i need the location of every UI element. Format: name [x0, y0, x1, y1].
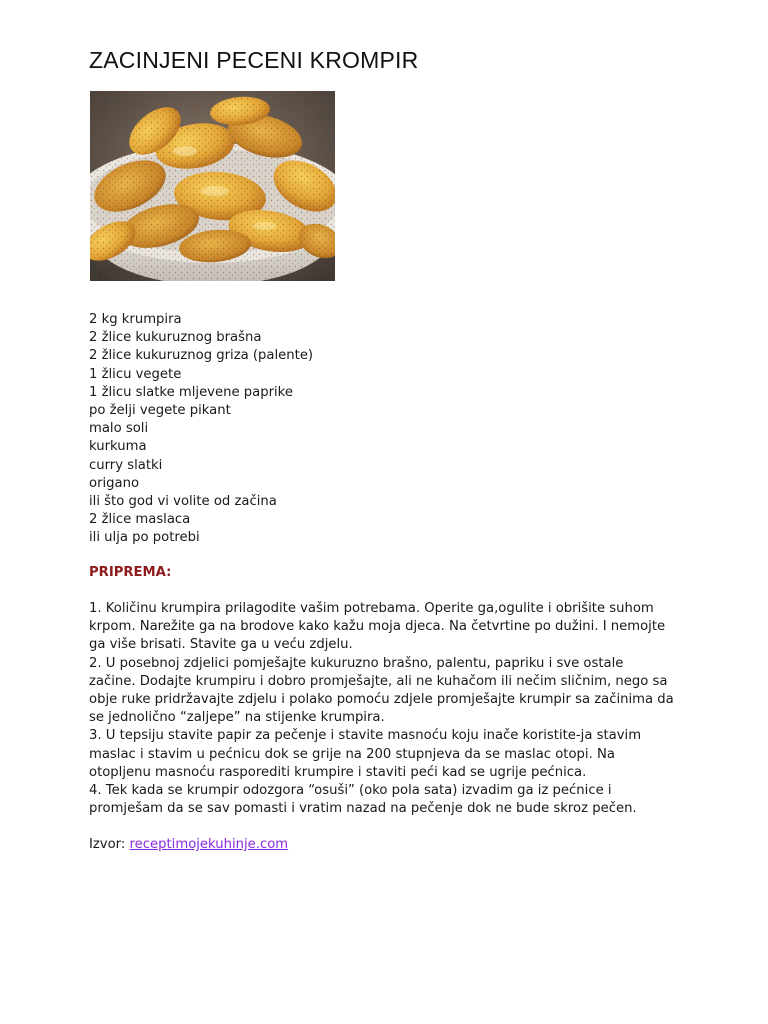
- ingredients-list: [89, 311, 313, 548]
- ingredient-item: 1 žlicu vegete: [89, 366, 182, 382]
- ingredient-item: origano: [89, 475, 140, 491]
- method-heading: PRIPREMA:: [89, 565, 172, 580]
- source-label: Izvor:: [89, 837, 126, 852]
- recipe-title: ZACINJENI PECENI KROMPIR: [89, 47, 419, 73]
- method-line: maslac i stavim u pećnicu dok se grije na 200 stupnjeva da se maslac otopi. Na: [89, 746, 615, 762]
- method-line: 2. U posebnoj zdjelici pomješajte kukuruzno brašno, palentu, papriku i sve ostale: [89, 655, 624, 671]
- source-line: [89, 836, 288, 854]
- recipe-photo: [90, 91, 335, 281]
- ingredient-item: 2 žlice kukuruznog griza (palente): [89, 348, 314, 364]
- method-line: obje ruke pridržavajte zdjelu i polako pomoću zdjele promješajte krumpir sa začinima da: [89, 692, 674, 708]
- ingredient-item: curry slatki: [89, 457, 163, 473]
- ingredient-item: 2 žlice kukuruznog brašna: [89, 330, 262, 346]
- method-line: otopljenu masnoću rasporediti krumpire i staviti peći kad se ugrije pećnica.: [89, 764, 587, 780]
- ingredient-item: 2 žlice maslaca: [89, 512, 191, 528]
- ingredient-item: 1 žlicu slatke mljevene paprike: [89, 384, 293, 400]
- method-line: 1. Količinu krumpira prilagodite vašim potrebama. Operite ga,ogulite i obrišite suhom: [89, 601, 654, 616]
- ingredient-item: malo soli: [89, 421, 149, 437]
- method-line: se jednolično “zaljepe” na stijenke krumpira.: [89, 710, 385, 726]
- source-link[interactable]: receptimojekuhinje.com: [129, 837, 289, 852]
- ingredient-item: 2 kg krumpira: [89, 312, 182, 327]
- ingredient-item: ili što god vi volite od začina: [89, 494, 277, 510]
- method-line: krpom. Narežite ga na brodove kako kažu moja djeca. Na četvrtine po dužini. I nemojte: [89, 619, 666, 635]
- method-line: ga više brisati. Stavite ga u veću zdjelu.: [89, 637, 353, 653]
- method-line: 3. U tepsiju stavite papir za pečenje i stavite masnoću koju inače koristite-ja stavim: [89, 728, 642, 744]
- ingredient-item: kurkuma: [89, 439, 147, 455]
- method-line: promješam da se sav pomasti i vratim nazad na pečenje dok ne bude skroz pečen.: [89, 801, 637, 817]
- method-steps: [89, 600, 679, 818]
- method-line: začine. Dodajte krumpiru i dobro promješajte, ali ne kuhačom ili nečim sličnim, nego sa: [89, 673, 668, 689]
- ingredient-item: ili ulja po potrebi: [89, 530, 200, 546]
- ingredient-item: po želji vegete pikant: [89, 403, 231, 419]
- method-line: 4. Tek kada se krumpir odozgora “osuši” (oko pola sata) izvadim ga iz pećnice i: [89, 783, 612, 799]
